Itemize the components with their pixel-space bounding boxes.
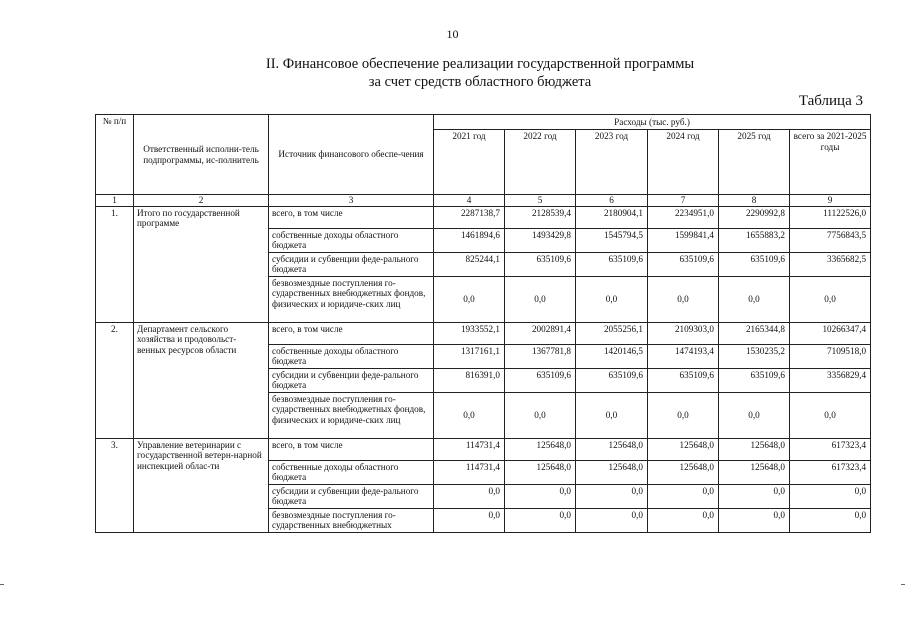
value-cell: 1420146,5 <box>576 344 648 368</box>
column-number: 2 <box>134 195 269 207</box>
value-cell: 0,0 <box>648 392 719 438</box>
page-number: 10 <box>446 27 459 41</box>
row-number: 2. <box>96 322 134 438</box>
value-cell: 0,0 <box>576 484 648 508</box>
table-row <box>96 206 871 228</box>
value-cell: 10266347,4 <box>790 322 871 344</box>
header-expenses: Расходы (тыс. руб.) <box>434 115 871 130</box>
column-number: 1 <box>96 195 134 207</box>
value-cell: 0,0 <box>648 484 719 508</box>
value-cell: 1317161,1 <box>434 344 505 368</box>
header-year: 2021 год <box>434 130 505 195</box>
column-number: 3 <box>269 195 434 207</box>
table-label: Таблица 3 <box>798 93 863 109</box>
source-cell: безвозмездные поступления го-сударственных внебюджетных фондов, физических и юридиче-ских лиц <box>269 392 434 438</box>
value-cell: 2287138,7 <box>434 206 505 228</box>
edge-mark-left <box>0 584 4 585</box>
source-cell: субсидии и субвенции феде-рального бюджета <box>269 484 434 508</box>
value-cell: 635109,6 <box>648 252 719 276</box>
value-cell: 0,0 <box>648 276 719 322</box>
row-number: 1. <box>96 206 134 322</box>
table-row <box>96 438 871 460</box>
value-cell: 635109,6 <box>719 252 790 276</box>
value-cell: 1367781,8 <box>505 344 576 368</box>
value-cell: 11122526,0 <box>790 206 871 228</box>
value-cell: 0,0 <box>790 484 871 508</box>
header-year: всего за 2021-2025 годы <box>790 130 871 195</box>
header-num: № п/п <box>96 115 134 195</box>
value-cell: 635109,6 <box>576 252 648 276</box>
value-cell: 2234951,0 <box>648 206 719 228</box>
value-cell: 635109,6 <box>505 252 576 276</box>
source-cell: собственные доходы областного бюджета <box>269 344 434 368</box>
title-line-2: за счет средств областного бюджета <box>368 74 592 90</box>
value-cell: 0,0 <box>434 484 505 508</box>
edge-mark-right <box>901 584 905 585</box>
column-number: 6 <box>576 195 648 207</box>
value-cell: 2002891,4 <box>505 322 576 344</box>
executor-cell: Департамент сельского хозяйства и продовольст-венных ресурсов области <box>134 322 269 438</box>
source-cell: субсидии и субвенции феде-рального бюджета <box>269 252 434 276</box>
value-cell: 2109303,0 <box>648 322 719 344</box>
value-cell: 1933552,1 <box>434 322 505 344</box>
value-cell: 1474193,4 <box>648 344 719 368</box>
value-cell: 0,0 <box>790 276 871 322</box>
column-number: 9 <box>790 195 871 207</box>
value-cell: 2128539,4 <box>505 206 576 228</box>
value-cell: 1655883,2 <box>719 228 790 252</box>
source-cell: безвозмездные поступления го-сударственных внебюджетных <box>269 508 434 532</box>
executor-cell: Итого по государственной программе <box>134 206 269 322</box>
header-year: 2022 год <box>505 130 576 195</box>
value-cell: 2290992,8 <box>719 206 790 228</box>
value-cell: 125648,0 <box>505 438 576 460</box>
value-cell: 635109,6 <box>719 368 790 392</box>
value-cell: 7109518,0 <box>790 344 871 368</box>
budget-table <box>95 114 871 533</box>
value-cell: 0,0 <box>505 276 576 322</box>
value-cell: 125648,0 <box>648 438 719 460</box>
value-cell: 0,0 <box>434 392 505 438</box>
value-cell: 3356829,4 <box>790 368 871 392</box>
column-number: 8 <box>719 195 790 207</box>
value-cell: 0,0 <box>719 508 790 532</box>
value-cell: 1461894,6 <box>434 228 505 252</box>
value-cell: 114731,4 <box>434 438 505 460</box>
header-source: Источник финансового обеспе-чения <box>269 115 434 195</box>
value-cell: 635109,6 <box>576 368 648 392</box>
value-cell: 0,0 <box>719 392 790 438</box>
value-cell: 7756843,5 <box>790 228 871 252</box>
value-cell: 1545794,5 <box>576 228 648 252</box>
value-cell: 0,0 <box>434 276 505 322</box>
value-cell: 1530235,2 <box>719 344 790 368</box>
value-cell: 0,0 <box>790 392 871 438</box>
value-cell: 0,0 <box>505 508 576 532</box>
source-cell: собственные доходы областного бюджета <box>269 228 434 252</box>
source-cell: всего, в том числе <box>269 322 434 344</box>
value-cell: 635109,6 <box>505 368 576 392</box>
value-cell: 125648,0 <box>505 460 576 484</box>
value-cell: 3365682,5 <box>790 252 871 276</box>
value-cell: 0,0 <box>505 392 576 438</box>
source-cell: всего, в том числе <box>269 438 434 460</box>
value-cell: 114731,4 <box>434 460 505 484</box>
value-cell: 125648,0 <box>719 460 790 484</box>
value-cell: 0,0 <box>576 276 648 322</box>
value-cell: 125648,0 <box>576 460 648 484</box>
header-year: 2025 год <box>719 130 790 195</box>
column-number: 7 <box>648 195 719 207</box>
title-line-1: II. Финансовое обеспечение реализации государственной программы <box>265 56 695 72</box>
value-cell: 0,0 <box>576 392 648 438</box>
value-cell: 816391,0 <box>434 368 505 392</box>
page-title <box>0 55 905 91</box>
header-year: 2023 год <box>576 130 648 195</box>
value-cell: 617323,4 <box>790 438 871 460</box>
row-number: 3. <box>96 438 134 532</box>
value-cell: 2165344,8 <box>719 322 790 344</box>
value-cell: 0,0 <box>719 484 790 508</box>
value-cell: 0,0 <box>790 508 871 532</box>
value-cell: 0,0 <box>505 484 576 508</box>
value-cell: 125648,0 <box>648 460 719 484</box>
executor-cell: Управление ветеринарии с государственной ветерн-нарной инспекцией облас-ти <box>134 438 269 532</box>
source-cell: собственные доходы областного бюджета <box>269 460 434 484</box>
header-year: 2024 год <box>648 130 719 195</box>
column-number: 5 <box>505 195 576 207</box>
source-cell: безвозмездные поступления го-сударственных внебюджетных фондов, физических и юридиче-ских лиц <box>269 276 434 322</box>
header-executor: Ответственный исполни-тель подпрограммы, ис-полнитель <box>134 115 269 195</box>
value-cell: 2055256,1 <box>576 322 648 344</box>
source-cell: субсидии и субвенции феде-рального бюджета <box>269 368 434 392</box>
value-cell: 1599841,4 <box>648 228 719 252</box>
source-cell: всего, в том числе <box>269 206 434 228</box>
value-cell: 125648,0 <box>576 438 648 460</box>
value-cell: 1493429,8 <box>505 228 576 252</box>
value-cell: 0,0 <box>648 508 719 532</box>
value-cell: 0,0 <box>719 276 790 322</box>
table-row <box>96 322 871 344</box>
value-cell: 617323,4 <box>790 460 871 484</box>
value-cell: 0,0 <box>434 508 505 532</box>
column-number: 4 <box>434 195 505 207</box>
value-cell: 2180904,1 <box>576 206 648 228</box>
value-cell: 635109,6 <box>648 368 719 392</box>
value-cell: 0,0 <box>576 508 648 532</box>
value-cell: 825244,1 <box>434 252 505 276</box>
value-cell: 125648,0 <box>719 438 790 460</box>
